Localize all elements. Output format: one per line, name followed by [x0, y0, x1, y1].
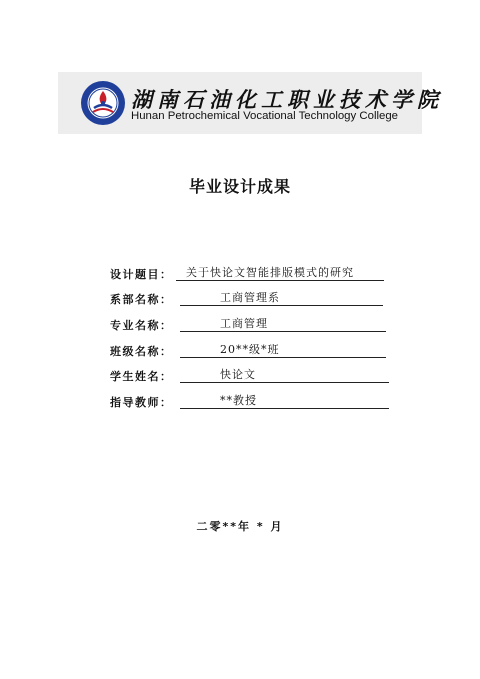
- field-label: 设计题目：: [110, 268, 173, 281]
- completion-date: 二零**年 * 月: [196, 520, 284, 533]
- field-label: 专业名称：: [110, 319, 173, 332]
- field-value: 20**级*班: [180, 343, 386, 358]
- document-title: 毕业设计成果: [188, 177, 291, 196]
- field-label: 系部名称：: [110, 293, 173, 306]
- college-emblem-icon: [80, 80, 126, 126]
- field-value: 工商管理系: [180, 291, 383, 306]
- field-value: 工商管理: [180, 317, 386, 332]
- field-value: **教授: [180, 394, 389, 409]
- college-name-en: Hunan Petrochemical Vocational Technology College: [131, 110, 399, 122]
- college-name-cn: 湖南石油化工职业技术学院: [131, 88, 443, 112]
- field-value: 快论文: [180, 368, 389, 383]
- field-value: 关于快论文智能排版模式的研究: [176, 266, 384, 281]
- field-label: 班级名称：: [110, 345, 173, 358]
- field-label: 指导教师：: [110, 396, 173, 409]
- field-label: 学生姓名：: [110, 370, 173, 383]
